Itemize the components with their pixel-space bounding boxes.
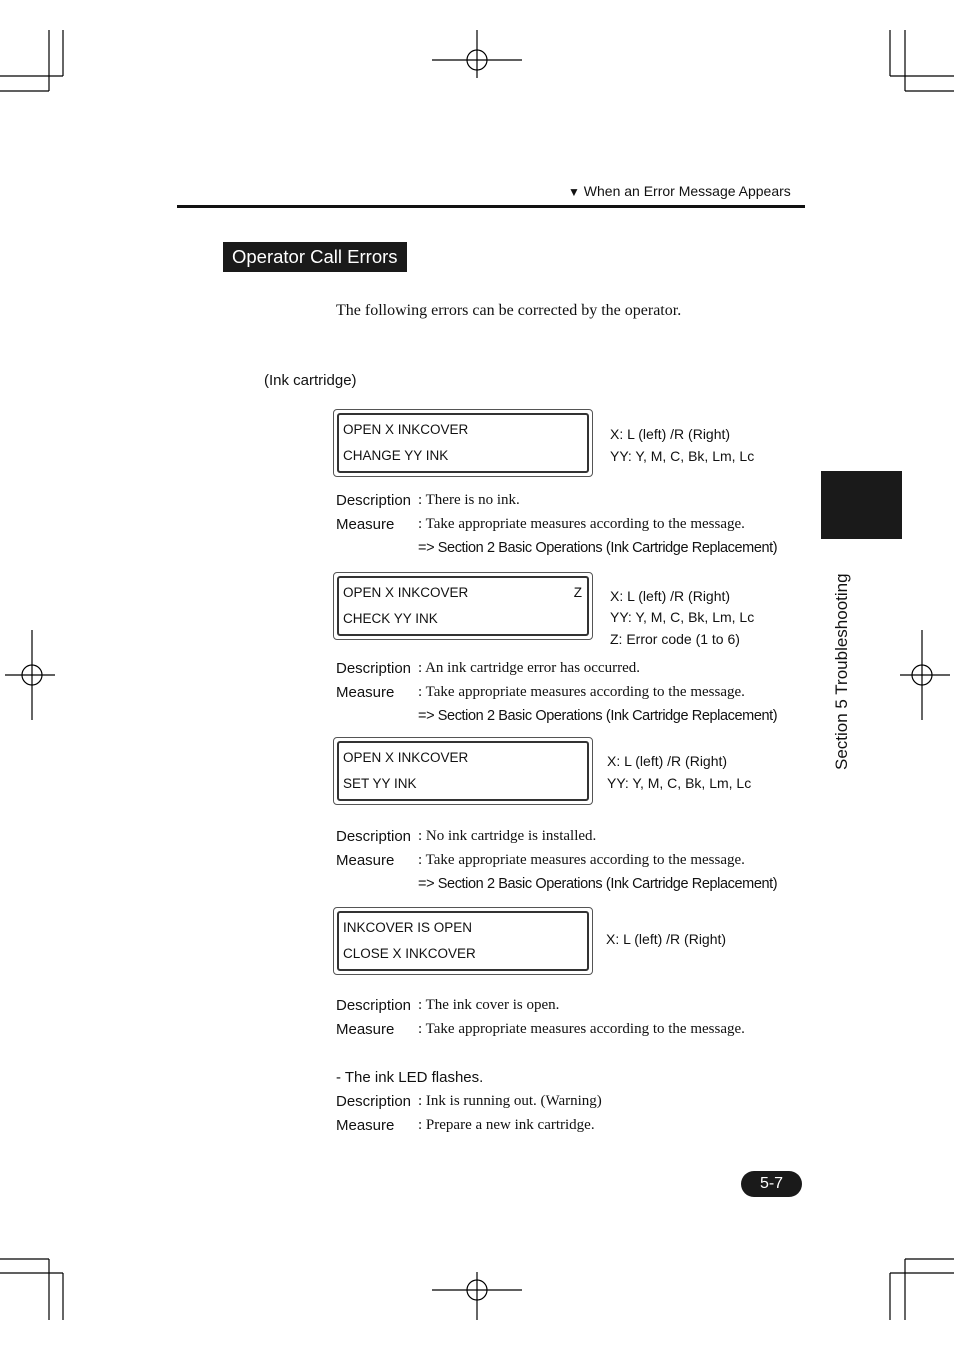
reference-link: => Section 2 Basic Operations (Ink Cartridge Replacement) — [418, 540, 778, 556]
measure-label: Measure — [336, 516, 395, 533]
measure-text: : Take appropriate measures according to the message. — [418, 684, 745, 700]
note: YY: Y, M, C, Bk, Lm, Lc — [610, 609, 755, 625]
lcd-line-1: OPEN X INKCOVER — [343, 750, 469, 765]
note: YY: Y, M, C, Bk, Lm, Lc — [610, 448, 755, 464]
description-label: Description — [336, 660, 412, 677]
intro-text: The following errors can be corrected by the operator. — [336, 302, 682, 319]
lcd-line-2: CHANGE YY INK — [343, 448, 449, 463]
note: Z: Error code (1 to 6) — [610, 631, 740, 647]
description-text: : Ink is running out. (Warning) — [418, 1093, 602, 1109]
down-triangle-icon: ▼ — [568, 185, 580, 199]
measure-text: : Prepare a new ink cartridge. — [418, 1117, 595, 1133]
running-title: When an Error Message Appears — [583, 183, 791, 199]
description-label: Description — [336, 828, 412, 845]
lcd-line-2: CHECK YY INK — [343, 611, 438, 626]
measure-text: : Take appropriate measures according to the message. — [418, 516, 745, 532]
lcd-display — [333, 572, 593, 640]
note: X: L (left) /R (Right) — [610, 588, 731, 604]
lcd-display — [333, 907, 593, 975]
description-text: : The ink cover is open. — [418, 997, 560, 1013]
lcd-line-1: OPEN X INKCOVER — [343, 585, 469, 600]
measure-label: Measure — [336, 1117, 395, 1134]
led-heading: - The ink LED flashes. — [336, 1069, 484, 1086]
note: X: L (left) /R (Right) — [606, 931, 727, 947]
lcd-error-code: Z — [573, 585, 582, 600]
measure-label: Measure — [336, 852, 395, 869]
measure-text: : Take appropriate measures according to the message. — [418, 1021, 745, 1037]
note: YY: Y, M, C, Bk, Lm, Lc — [607, 775, 752, 791]
measure-label: Measure — [336, 684, 395, 701]
description-label: Description — [336, 492, 412, 509]
reference-link: => Section 2 Basic Operations (Ink Cartridge Replacement) — [418, 708, 778, 724]
description-text: : There is no ink. — [418, 492, 520, 508]
lcd-line-1: OPEN X INKCOVER — [343, 422, 469, 437]
section-title: Operator Call Errors — [223, 242, 407, 272]
lcd-display — [333, 409, 593, 477]
description-text: : No ink cartridge is installed. — [418, 828, 597, 844]
description-label: Description — [336, 1093, 412, 1110]
section-side-label: Section 5 Troubleshooting — [832, 573, 851, 770]
note: X: L (left) /R (Right) — [607, 753, 728, 769]
description-label: Description — [336, 997, 412, 1014]
header-rule — [177, 205, 805, 208]
description-text: : An ink cartridge error has occurred. — [418, 660, 640, 676]
page-number: 5-7 — [741, 1171, 802, 1197]
lcd-line-2: SET YY INK — [343, 776, 417, 791]
reference-link: => Section 2 Basic Operations (Ink Cartridge Replacement) — [418, 876, 778, 892]
note: X: L (left) /R (Right) — [610, 426, 731, 442]
lcd-line-1: INKCOVER IS OPEN — [343, 920, 473, 935]
measure-text: : Take appropriate measures according to the message. — [418, 852, 745, 868]
subheading: (Ink cartridge) — [264, 372, 357, 389]
lcd-line-2: CLOSE X INKCOVER — [343, 946, 476, 961]
measure-label: Measure — [336, 1021, 395, 1038]
section-tab-block — [821, 471, 902, 539]
lcd-display — [333, 737, 593, 805]
running-header — [568, 183, 791, 199]
